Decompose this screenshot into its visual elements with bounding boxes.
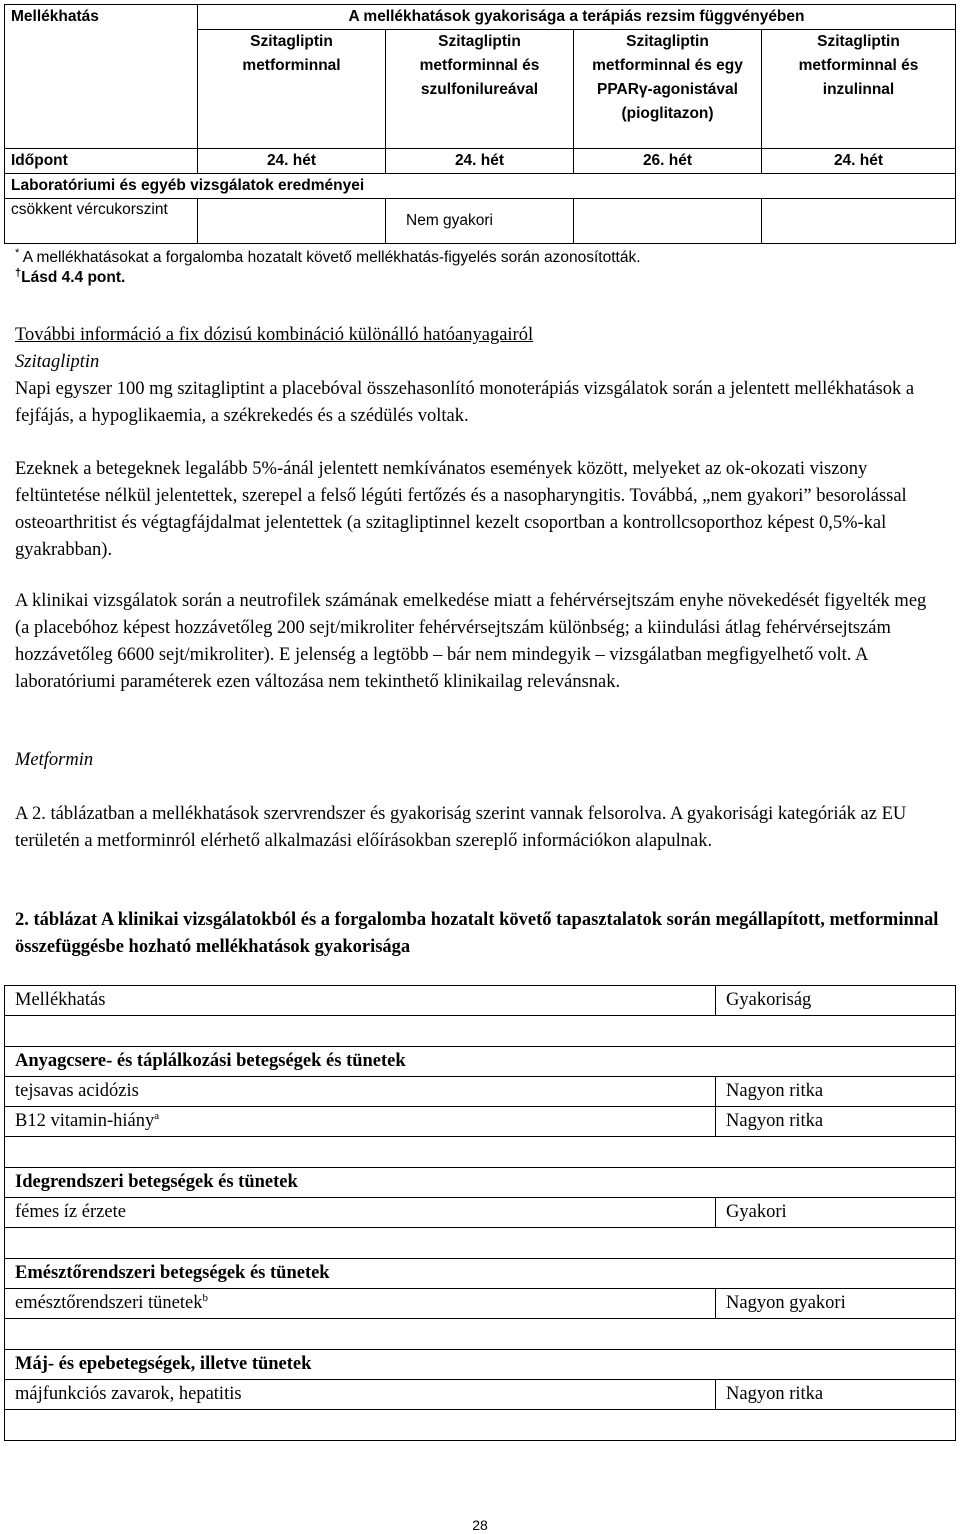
spacer-row (5, 1016, 956, 1047)
row-value (762, 199, 956, 244)
effect-cell: emésztőrendszeri tünetek$^b$ (5, 1289, 716, 1319)
section-heading: További információ a fix dózisú kombináció különálló hatóanyagairól (15, 325, 534, 345)
row-value (574, 199, 762, 244)
group-title: Anyagcsere- és táplálkozási betegségek és tünetek (5, 1047, 956, 1077)
metformin-heading: Metformin (15, 750, 94, 770)
frequency-cell: Gyakori (716, 1198, 956, 1228)
footnote-2: †Lásd 4.4 pont. (15, 266, 126, 286)
group-title: Emésztőrendszeri betegségek és tünetek (5, 1259, 956, 1289)
row-value (198, 199, 386, 244)
spacer-row (5, 1228, 956, 1259)
spacer-row (5, 1410, 956, 1441)
sitagliptin-heading: Szitagliptin (15, 352, 100, 372)
effect-cell: tejsavas acidózis (5, 1077, 716, 1107)
empty-cell (5, 30, 198, 149)
spacer-row (5, 1319, 956, 1350)
metformin-table (4, 985, 956, 1441)
effect-cell: májfunkciós zavarok, hepatitis (5, 1380, 716, 1410)
span-header-frequency: A mellékhatások gyakorisága a terápiás rezsim függvényében (198, 5, 956, 30)
regimen-header: Szitagliptin metforminnal és szulfonilureával (386, 30, 574, 149)
time-value: 24. hét (198, 149, 386, 174)
regimen-header: Szitagliptin metforminnal (198, 30, 386, 149)
paragraph-2: Ezeknek a betegeknek legalább 5%-ánál jelentett nemkívánatos események között, melyeket az ok-okozati viszony feltüntetése nélkül jelentettek, szerepel a felső légúti fertőzés és a nasopharyngitis. Továbbá, „nem gyakori” besorolással osteoarthritist és végtagfájdalmat jelentettek (a szitagliptinnel kezelt csoportban a kontrollcsoporthoz képest 0,5%-kal gyakrabban). (15, 459, 907, 560)
paragraph-3: A klinikai vizsgálatok során a neutrofilek számának emelkedése miatt a fehérvérsejtszám enyhe növekedését figyelték meg (a placebóhoz képest hozzávetőleg 200 sejt/mikroliter fehérvérsejtszám különbség; a kiindulási átlag fehérvérsejtszám hozzávetőleg 6600 sejt/mikroliter). E jelenség a legtöbb – bár nem mindegyik – vizsgálatban megfigyelhető volt. A laboratóriumi paraméterek ezen változása nem tekinthető klinikailag relevánsnak. (15, 591, 927, 692)
row-value: Nem gyakori (386, 199, 574, 244)
table2-caption: 2. táblázat A klinikai vizsgálatokból és a forgalomba hozatalt követő tapasztalatok során megállapított, metforminnal összefüggésbe hozható mellékhatások gyakorisága (15, 910, 939, 957)
row-label: csökkent vércukorszint (5, 199, 198, 244)
time-value: 26. hét (574, 149, 762, 174)
group-title: Idegrendszeri betegségek és tünetek (5, 1168, 956, 1198)
effect-cell: B12 vitamin-hiány$^a$ (5, 1107, 716, 1137)
frequency-cell: Nagyon gyakori (716, 1289, 956, 1319)
time-value: 24. hét (386, 149, 574, 174)
frequency-cell: Nagyon ritka (716, 1380, 956, 1410)
adverse-effects-table (4, 4, 956, 244)
effect-cell: fémes íz érzete (5, 1198, 716, 1228)
paragraph-1: Napi egyszer 100 mg szitagliptint a placebóval összehasonlító monoterápiás vizsgálatok során a jelentett mellékhatások a fejfájás, a hypoglikaemia, a székrekedés és a szédülés voltak. (15, 379, 915, 426)
col-header-effect: Mellékhatás (5, 986, 716, 1016)
col-header-frequency: Gyakoriság (716, 986, 956, 1016)
regimen-header: Szitagliptin metforminnal és egy PPARγ-agonistával (pioglitazon) (574, 30, 762, 149)
col-header-adverse-effect: Mellékhatás (5, 5, 198, 30)
footnotes (15, 248, 641, 288)
section-label: Laboratóriumi és egyéb vizsgálatok eredményei (5, 174, 956, 199)
frequency-cell: Nagyon ritka (716, 1107, 956, 1137)
time-value: 24. hét (762, 149, 956, 174)
spacer-row (5, 1137, 956, 1168)
group-title: Máj- és epebetegségek, illetve tünetek (5, 1350, 956, 1380)
page-number: 28 (472, 1517, 488, 1533)
frequency-cell: Nagyon ritka (716, 1077, 956, 1107)
footnote-1: * A mellékhatásokat a forgalomba hozatalt követő mellékhatás-figyelés során azonosították. (15, 246, 641, 266)
paragraph-4: A 2. táblázatban a mellékhatások szervrendszer és gyakoriság szerint vannak felsorolva. A gyakorisági kategóriák az EU területén a metforminról elérhető alkalmazási előírásokban szereplő információkon alapulnak. (15, 804, 907, 851)
regimen-header: Szitagliptin metforminnal és inzulinnal (762, 30, 956, 149)
time-label: Időpont (5, 149, 198, 174)
